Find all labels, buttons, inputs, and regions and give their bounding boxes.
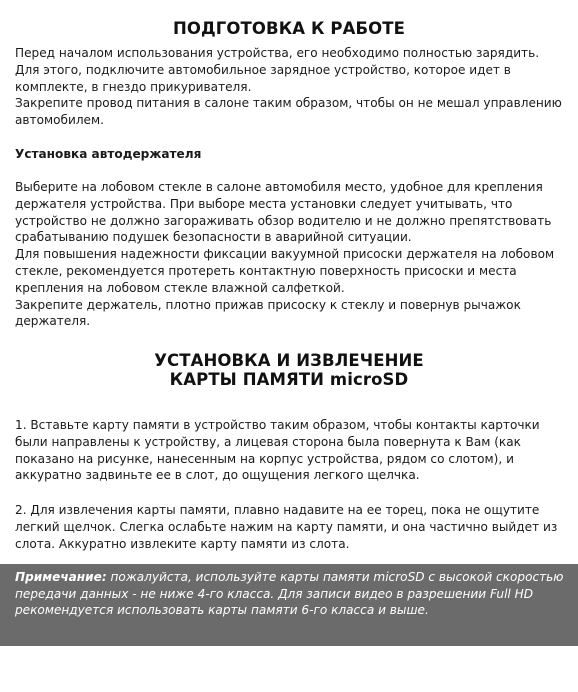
note-body: пожалуйста, используйте карты памяти microSD с высокой скоростью передачи данных - не ниже 4-го класса. Для записи видео в разрешении Full HD рекомендуется использовать карты памяти 6-го класса и выше. — [15, 570, 564, 618]
note-text — [15, 569, 567, 619]
holder-instructions — [15, 179, 565, 330]
holder-paragraph-cleaning: Для повышения надежности фиксации вакуумной присоски держателя на лобовом стекле, рекомендуется протереть контактную поверхность присоски и места крепления на лобовом стекле влажной салфеткой. — [15, 247, 555, 295]
section-title-preparation: ПОДГОТОВКА К РАБОТЕ — [172, 19, 406, 38]
note-box — [0, 564, 578, 646]
step-insert-text: 1. Вставьте карту памяти в устройство таким образом, чтобы контакты карточки были направлены к устройству, а лицевая сторона была повернута к Вам (как показано на рисунке, нанесенным на корпус устройства, рядом со слотом), и аккуратно задвиньте ее в слот, до ощущения легкого щелчка. — [15, 418, 540, 483]
memory-card-step-remove — [15, 502, 565, 552]
intro-paragraph-charging: Перед началом использования устройства, его необходимо полностью зарядить. Для этого, подключите автомобильное зарядное устройство, которое идет в комплекте, в гнездо прикуривателя. — [15, 46, 540, 94]
section-title-memory-card — [0, 351, 578, 389]
intro-paragraph-cable: Закрепите провод питания в салоне таким образом, чтобы он не мешал управлению автомобилем. — [15, 96, 562, 128]
intro-text — [15, 45, 565, 129]
holder-subtitle: Установка автодержателя — [15, 147, 202, 161]
memory-card-title-line1: УСТАНОВКА И ИЗВЛЕЧЕНИЕ — [154, 351, 424, 370]
step-remove-text: 2. Для извлечения карты памяти, плавно надавите на ее торец, пока не ощутите легкий щелчок. Слегка ослабьте нажим на карту памяти, и она частично выйдет из слота. Аккуратно извлеките карту памяти из слота. — [15, 503, 558, 551]
memory-card-step-insert — [15, 417, 565, 484]
note-label: Примечание: — [15, 570, 107, 584]
memory-card-title-line2: КАРТЫ ПАМЯТИ microSD — [169, 370, 409, 389]
holder-paragraph-mounting: Закрепите держатель, плотно прижав присоску к стеклу и повернув рычажок держателя. — [15, 297, 521, 329]
holder-paragraph-location: Выберите на лобовом стекле в салоне автомобиля место, удобное для крепления держателя устройства. При выборе места установки следует учитывать, что устройство не должно загораживать обзор водителю и не должно препятствовать срабатыванию подушек безопасности в аварийной ситуации. — [15, 180, 552, 245]
holder-subtitle-block — [15, 146, 565, 163]
